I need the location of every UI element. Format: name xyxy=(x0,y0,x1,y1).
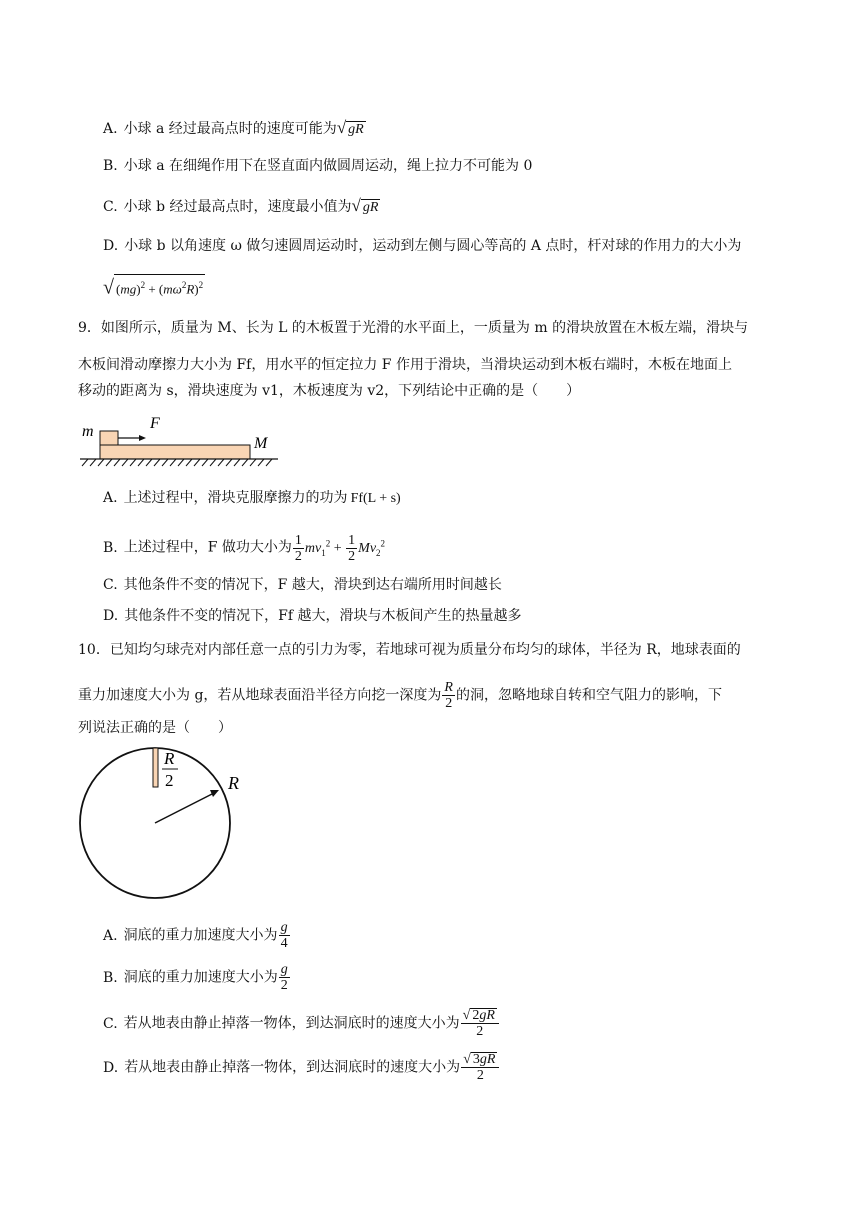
q9-option-b[interactable] xyxy=(103,533,385,564)
q8-option-b[interactable] xyxy=(103,156,532,176)
q10-option-d[interactable] xyxy=(103,1052,500,1083)
option-label: C. xyxy=(103,577,118,593)
q9-stem-line2: 木板间滑动摩擦力大小为 Ff，用水平的恒定拉力 F 作用于滑块，当滑块运动到木板右端时，木板在地面上 xyxy=(78,357,732,373)
hole-label-den: 2 xyxy=(165,771,174,790)
option-text: 洞底的重力加速度大小为 xyxy=(123,969,278,986)
option-text: 小球 b 以角速度 ω 做匀速圆周运动时，运动到左侧与圆心等高的 A 点时，杆对球的作用力的大小为 xyxy=(124,238,742,254)
q9-option-c[interactable] xyxy=(103,575,502,595)
option-text: 其他条件不变的情况下，F 越大，滑块到达右端所用时间越长 xyxy=(123,577,502,593)
option-label: A. xyxy=(103,121,118,137)
option-text: 小球 a 经过最高点时的速度可能为 xyxy=(123,121,337,137)
option-label: C. xyxy=(103,199,118,215)
formula: $\frac{√ 3gR}{2}$ xyxy=(461,1052,499,1083)
q8-option-d[interactable] xyxy=(103,236,741,256)
q9-stem-line1: 9．如图所示，质量为 M、长为 L 的木板置于光滑的水平面上，一质量为 m 的滑块放置在木板左端，滑块与 xyxy=(78,320,749,336)
wooden-board xyxy=(100,445,250,459)
option-text: 小球 b 经过最高点时，速度最小值为 xyxy=(123,199,352,215)
q10-option-c[interactable] xyxy=(103,1008,500,1039)
option-text: 若从地表由静止掉落一物体，到达洞底时的速度大小为 xyxy=(124,1059,461,1076)
option-label: D. xyxy=(103,1059,119,1076)
option-label: C. xyxy=(103,1015,118,1032)
formula: $\frac{1}{2}$ $mv_1^2$ + $\frac{1}{2}$ $Mv_2^2$ xyxy=(294,533,386,564)
option-label: B. xyxy=(103,539,118,556)
option-text: 若从地表由静止掉落一物体，到达洞底时的速度大小为 xyxy=(123,1015,460,1032)
option-text: 小球 a 在细绳作用下在竖直面内做圆周运动，绳上拉力不可能为 0 xyxy=(123,158,533,174)
q10-figure-earth-hole xyxy=(78,744,258,904)
q10-stem-line1: 10．已知均匀球壳对内部任意一点的引力为零，若地球可视为质量分布均匀的球体，半径为 R，地球表面的 xyxy=(78,642,741,658)
sqrt-expression: √ gR xyxy=(336,118,364,137)
option-text: 上述过程中，F 做功大小为 xyxy=(123,539,292,556)
option-label: B. xyxy=(103,158,118,174)
q8-option-a[interactable] xyxy=(103,118,366,140)
option-label: A. xyxy=(103,927,118,944)
option-text: 上述过程中，滑块克服摩擦力的功为 xyxy=(123,490,348,506)
q10-option-a[interactable] xyxy=(103,920,291,951)
option-text: 洞底的重力加速度大小为 xyxy=(123,927,278,944)
slider-block xyxy=(100,431,118,445)
option-label: D. xyxy=(103,608,119,624)
q9-figure-block-board xyxy=(78,410,288,468)
option-label: A. xyxy=(103,490,118,506)
label-F: F xyxy=(150,415,160,432)
label-R: R xyxy=(228,773,239,793)
ground-hatching xyxy=(82,459,272,466)
q10-option-b[interactable] xyxy=(103,962,291,993)
formula: Ff(L + s) xyxy=(350,491,401,506)
force-arrow-head xyxy=(139,435,146,441)
option-label: B. xyxy=(103,969,118,986)
q10-stem-line3: 列说法正确的是（ ） xyxy=(78,720,232,736)
option-label: D. xyxy=(103,238,119,254)
label-M: M xyxy=(254,435,268,452)
label-m: m xyxy=(82,423,94,440)
q8-option-d-formula: √ $(mg)^2 + (m\omega^2R)^2$ xyxy=(103,274,205,299)
q9-stem-line3: 移动的距离为 s，滑块速度为 v1，木板速度为 v2，下列结论中正确的是（ ） xyxy=(78,383,581,399)
q9-option-a[interactable] xyxy=(103,488,401,509)
q9-option-d[interactable] xyxy=(103,606,522,626)
sqrt-expression: √ gR xyxy=(351,196,379,215)
q8-option-c[interactable] xyxy=(103,196,380,218)
option-text: 其他条件不变的情况下，Ff 越大，滑块与木板间产生的热量越多 xyxy=(124,608,522,624)
formula: $\frac{√ 2gR}{2}$ xyxy=(461,1008,499,1039)
q10-stem-line2: 重力加速度大小为 g，若从地球表面沿半径方向挖一深度为 $\frac{R}{2}$ 的洞，忽略地球自转和空气阻力的影响，下 xyxy=(78,680,722,711)
formula: $\frac{g}{4}$ xyxy=(280,920,288,951)
hole-label-num: R xyxy=(164,749,175,768)
formula: $\frac{g}{2}$ xyxy=(280,962,288,993)
hole xyxy=(153,748,158,787)
